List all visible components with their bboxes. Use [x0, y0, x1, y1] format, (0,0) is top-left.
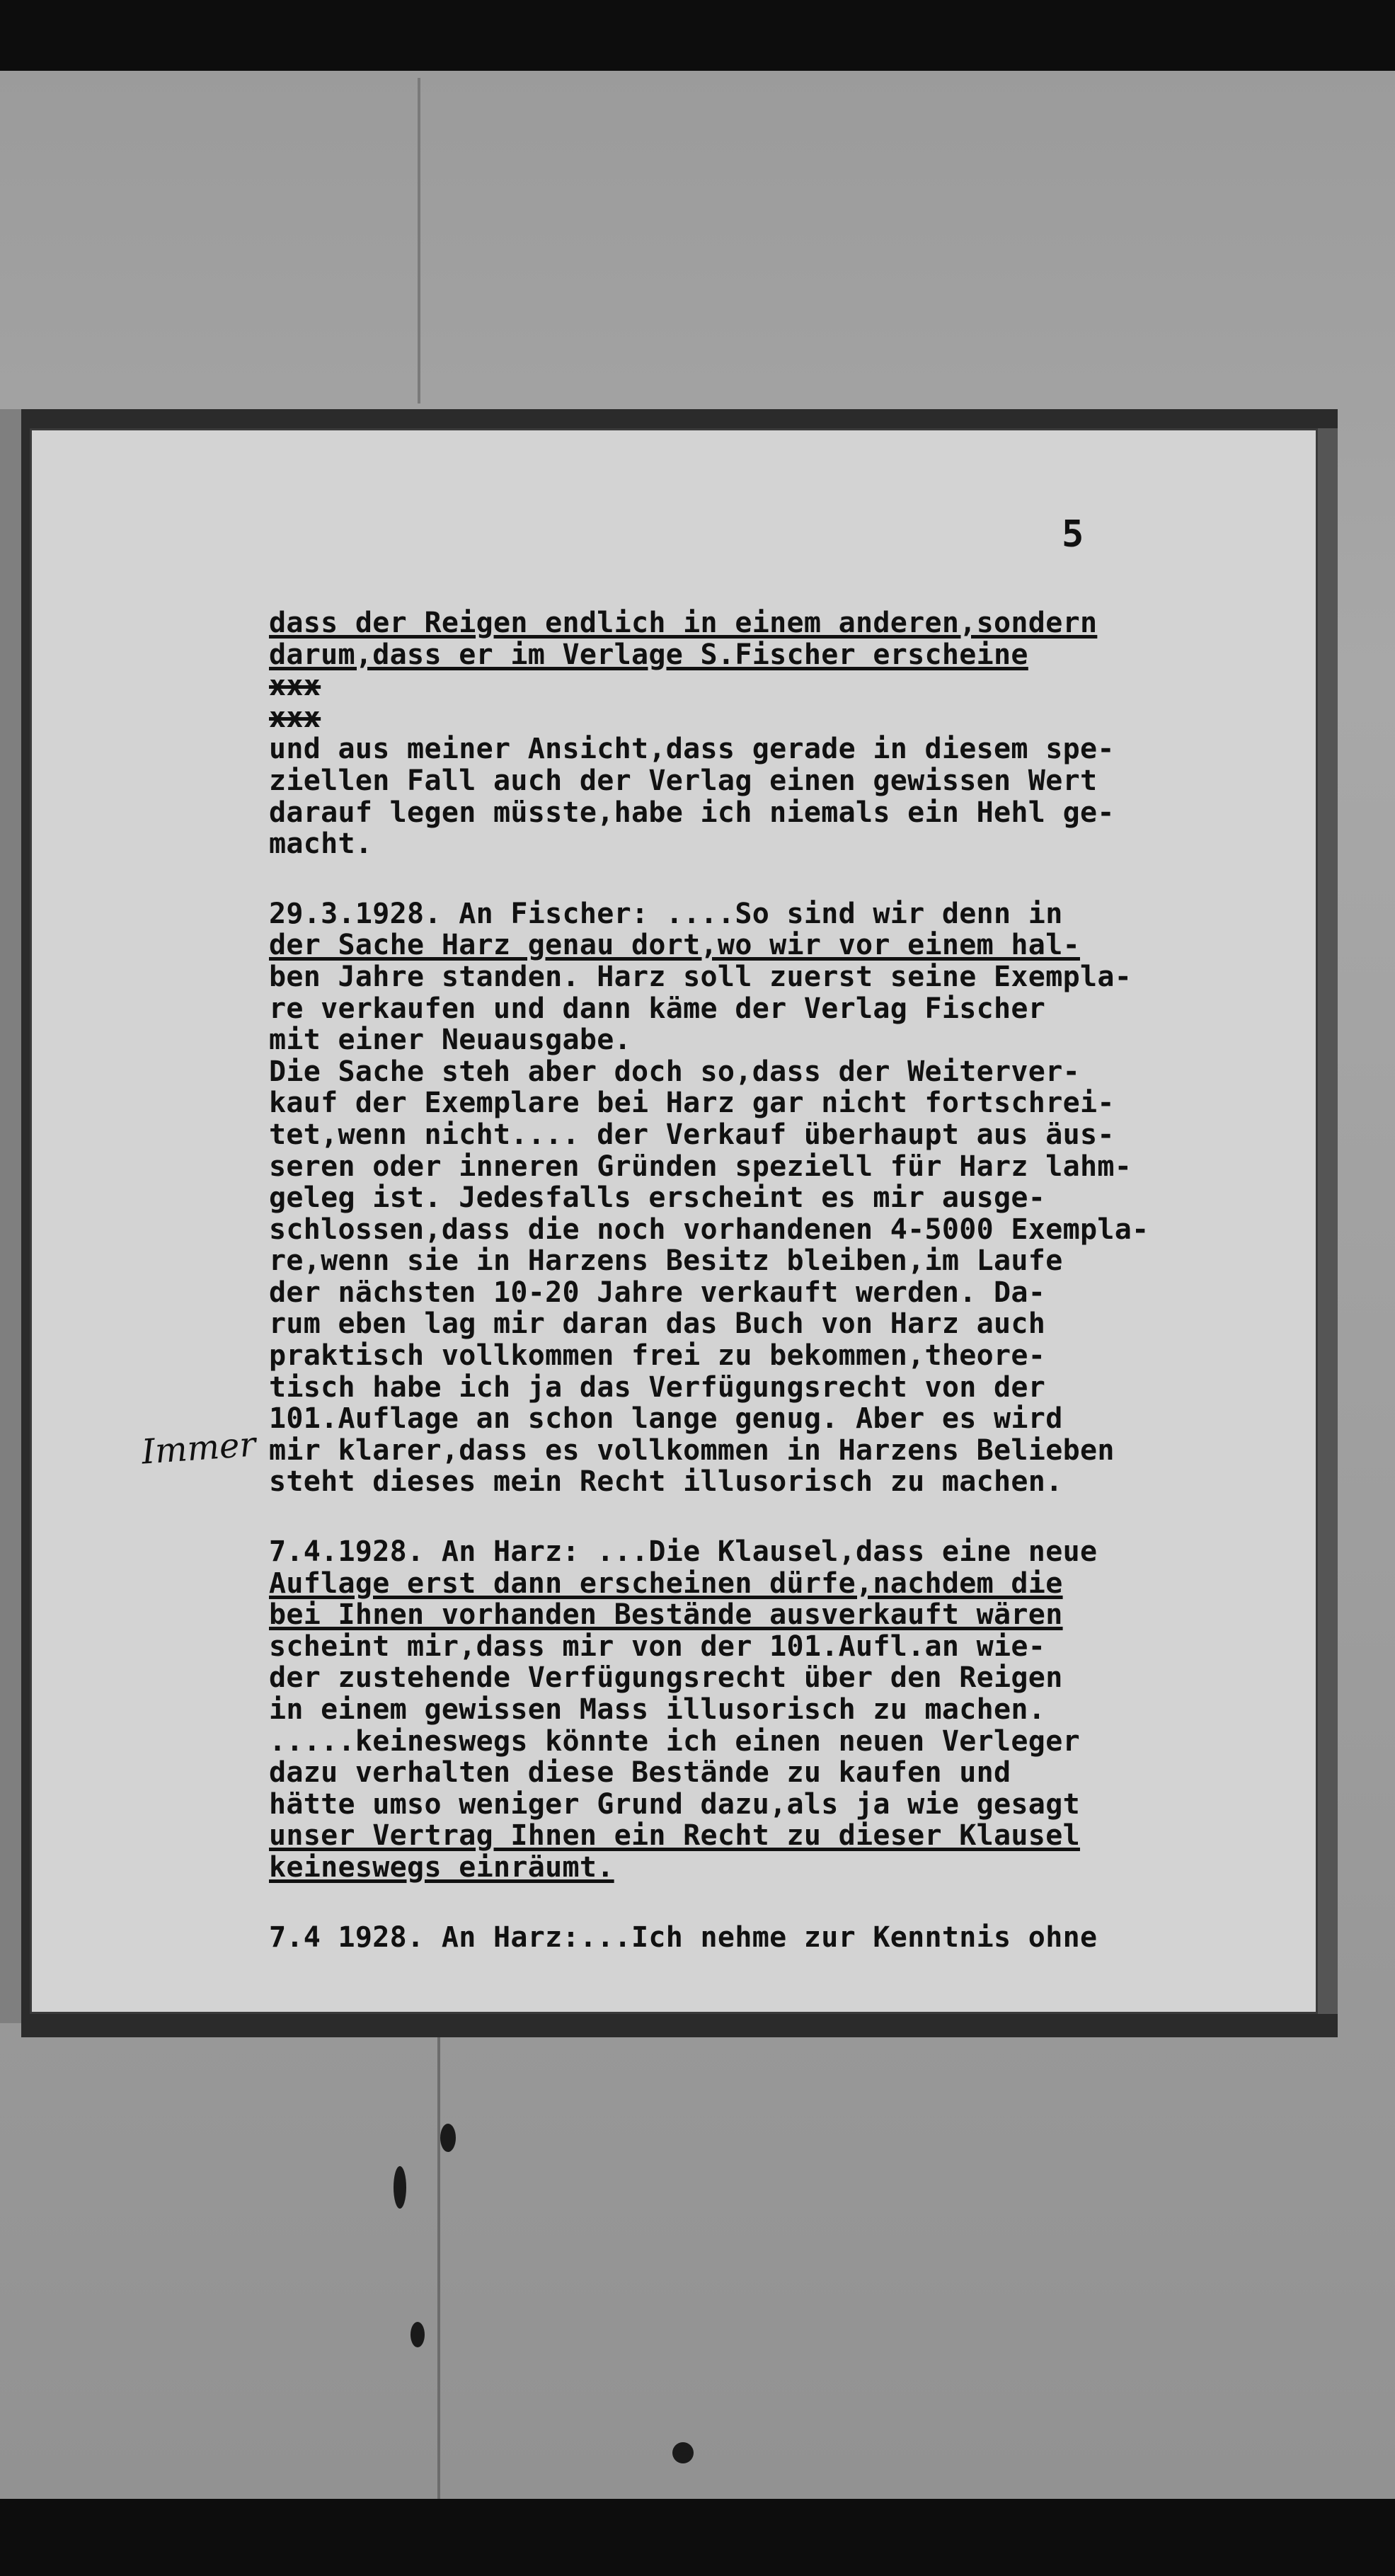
ink-stain — [440, 2124, 456, 2152]
sheet-edge — [1318, 428, 1338, 2014]
text-line: 7.4 1928. An Harz:...Ich nehme zur Kenntnis ohne — [269, 1920, 1098, 1954]
text-line: in einem gewissen Mass illusorisch zu machen. — [269, 1693, 1046, 1726]
ink-stain — [394, 2166, 406, 2209]
text-line: xxx — [269, 701, 321, 734]
text-line: keineswegs einräumt. — [269, 1850, 614, 1884]
text-line: macht. — [269, 828, 373, 861]
backing-crease — [418, 78, 420, 403]
text-line: mir klarer,dass es vollkommen in Harzens Belieben — [269, 1433, 1115, 1467]
text-line: kauf der Exemplare bei Harz gar nicht fortschrei- — [269, 1087, 1115, 1120]
text-line: steht dieses mein Recht illusorisch zu machen. — [269, 1465, 1063, 1499]
text-line: bei Ihnen vorhanden Bestände ausverkauft wären — [269, 1598, 1063, 1632]
text-line: .....keineswegs könnte ich einen neuen Verleger — [269, 1724, 1080, 1758]
text-line: der nächsten 10-20 Jahre verkauft werden. Da- — [269, 1276, 1046, 1309]
text-line: 29.3.1928. An Fischer: ....So sind wir denn in — [269, 897, 1063, 930]
text-line: dazu verhalten diese Bestände zu kaufen und — [269, 1756, 1011, 1790]
text-line: xxx — [269, 670, 321, 703]
text-line: hätte umso weniger Grund dazu,als ja wie gesagt — [269, 1787, 1080, 1821]
text-line: re verkaufen und dann käme der Verlag Fischer — [269, 992, 1046, 1025]
text-line: rum eben lag mir daran das Buch von Harz auch — [269, 1307, 1046, 1341]
text-line: mit einer Neuausgabe. — [269, 1024, 632, 1057]
paragraph-gap — [269, 860, 1260, 898]
text-line: praktisch vollkommen frei zu bekommen,theore- — [269, 1339, 1046, 1373]
text-line: der zustehende Verfügungsrecht über den Reigen — [269, 1661, 1063, 1695]
text-line: 7.4.1928. An Harz: ...Die Klausel,dass eine neue — [269, 1535, 1098, 1569]
paragraph-gap — [269, 1498, 1260, 1536]
paragraph-gap — [269, 1884, 1260, 1922]
text-line: schlossen,dass die noch vorhandenen 4-5000 Exempla- — [269, 1213, 1149, 1246]
text-line: der Sache Harz genau dort,wo wir vor einem hal- — [269, 929, 1080, 962]
text-line: tet,wenn nicht.... der Verkauf überhaupt aus äus- — [269, 1118, 1115, 1151]
page-number: 5 — [1062, 513, 1084, 556]
ink-stain — [411, 2322, 425, 2347]
ink-stain — [672, 2442, 694, 2463]
text-line: seren oder inneren Gründen speziell für Harz lahm- — [269, 1150, 1132, 1183]
text-line: geleg ist. Jedesfalls erscheint es mir ausge- — [269, 1181, 1046, 1215]
text-line: dass der Reigen endlich in einem anderen,sondern — [269, 607, 1098, 639]
text-line: 101.Auflage an schon lange genug. Aber es wird — [269, 1402, 1063, 1436]
text-line: darum,dass er im Verlage S.Fischer erscheine — [269, 638, 1028, 671]
typewritten-text-block — [269, 607, 1260, 1953]
text-line: Die Sache steh aber doch so,dass der Weiterver- — [269, 1055, 1080, 1088]
text-line: und aus meiner Ansicht,dass gerade in diesem spe- — [269, 733, 1115, 766]
text-line: ben Jahre standen. Harz soll zuerst seine Exempla- — [269, 960, 1132, 993]
text-line: scheint mir,dass mir von der 101.Aufl.an wie- — [269, 1630, 1046, 1663]
text-line: darauf legen müsste,habe ich niemals ein Hehl ge- — [269, 796, 1115, 829]
text-line: ziellen Fall auch der Verlag einen gewissen Wert — [269, 764, 1098, 797]
handwritten-margin-note: Immer — [140, 1424, 258, 1472]
text-line: re,wenn sie in Harzens Besitz bleiben,im Laufe — [269, 1244, 1063, 1278]
backing-crease-lower — [437, 2032, 440, 2499]
text-line: tisch habe ich ja das Verfügungsrecht von der — [269, 1370, 1046, 1404]
text-line: Auflage erst dann erscheinen dürfe,nachdem die — [269, 1567, 1063, 1600]
text-line: unser Vertrag Ihnen ein Recht zu dieser Klausel — [269, 1819, 1080, 1853]
